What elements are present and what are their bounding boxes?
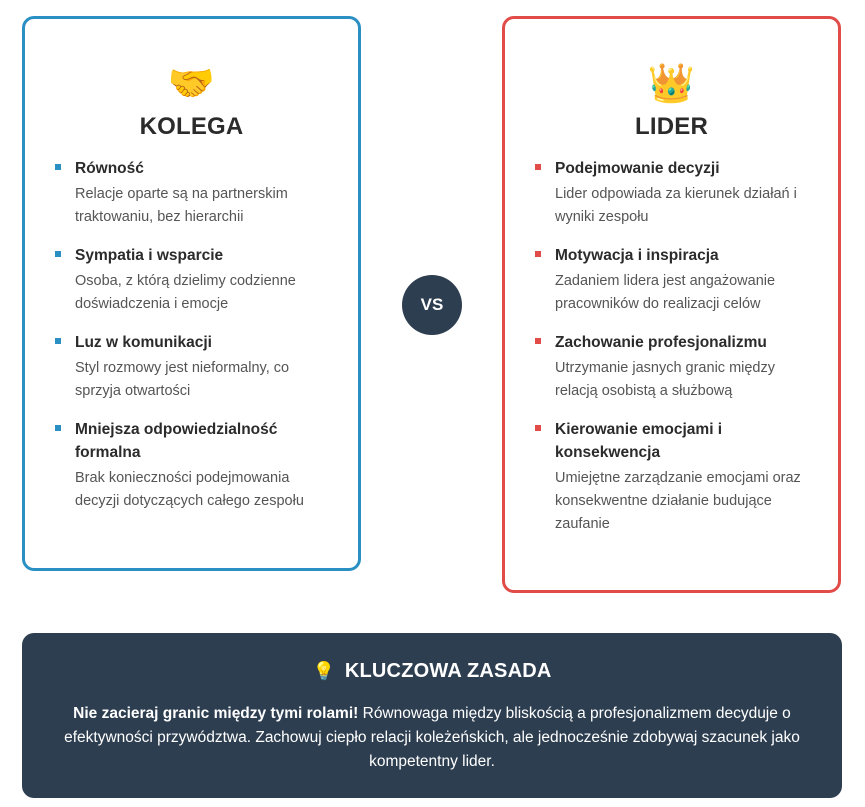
list-item (55, 331, 328, 403)
item-title: Zachowanie profesjonalizmu (555, 334, 767, 351)
principle-lead: Nie zacieraj granic między tymi rolami! (73, 705, 359, 722)
principle-body (52, 702, 812, 774)
lider-title: LIDER (635, 113, 708, 140)
item-title: Równość (75, 160, 144, 177)
lightbulb-icon: 💡 (312, 661, 336, 682)
list-item (535, 331, 808, 403)
list-item (535, 418, 808, 536)
item-description: Relacje oparte są na partnerskim traktowaniu, bez hierarchii (75, 186, 288, 225)
item-title: Kierowanie emocjami i konsekwencja (555, 421, 723, 461)
item-title: Mniejsza odpowiedzialność formalna (75, 421, 278, 461)
item-description: Umiejętne zarządzanie emocjami oraz konsekwentne działanie budujące zaufanie (555, 470, 801, 532)
item-description: Styl rozmowy jest nieformalny, co sprzyja otwartości (75, 360, 290, 399)
handshake-icon: 🤝 (167, 61, 216, 105)
item-description: Zadaniem lidera jest angażowanie pracowników do realizacji celów (555, 273, 776, 312)
bullet-marker (535, 425, 541, 431)
bullet-marker (55, 164, 61, 170)
item-description: Lider odpowiada za kierunek działań i wyniki zespołu (555, 186, 797, 225)
lider-card (502, 16, 841, 593)
bullet-marker (55, 251, 61, 257)
list-item (535, 244, 808, 316)
item-title: Sympatia i wsparcie (75, 247, 224, 264)
principle-text: Równowaga między bliskością a profesjonalizmem decyduje o efektywności przywództwa. Zachowuj ciepło relacji koleżeńskich, ale jednocześnie zdobywaj szacunek jako kompetentny lider. (64, 705, 800, 770)
list-item (55, 244, 328, 316)
bullet-marker (55, 425, 61, 431)
list-item (55, 418, 328, 513)
item-description: Utrzymanie jasnych granic między relacją osobistą a służbową (555, 360, 775, 399)
bullet-marker (55, 338, 61, 344)
principle-heading (52, 657, 812, 686)
item-title: Luz w komunikacji (75, 334, 212, 351)
bullet-marker (535, 338, 541, 344)
bullet-marker (535, 164, 541, 170)
vs-badge: VS (402, 275, 462, 335)
crown-icon: 👑 (647, 61, 696, 105)
kolega-card (22, 16, 361, 571)
list-item (535, 157, 808, 229)
key-principle-panel (22, 633, 842, 798)
bullet-marker (535, 251, 541, 257)
item-description: Brak konieczności podejmowania decyzji dotyczących całego zespołu (75, 470, 304, 509)
kolega-title: KOLEGA (139, 113, 244, 140)
item-description: Osoba, z którą dzielimy codzienne doświadczenia i emocje (75, 273, 296, 312)
kolega-list (55, 157, 328, 513)
list-item (55, 157, 328, 229)
principle-title: KLUCZOWA ZASADA (344, 660, 552, 682)
lider-list (535, 157, 808, 536)
item-title: Motywacja i inspiracja (555, 247, 719, 264)
item-title: Podejmowanie decyzji (555, 160, 720, 177)
